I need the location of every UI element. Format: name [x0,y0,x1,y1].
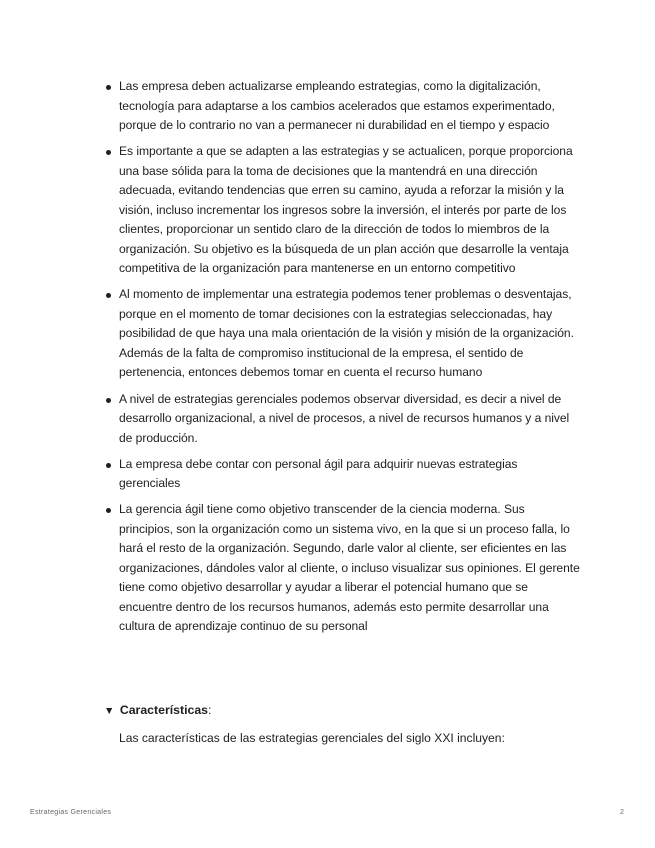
list-item [104,77,580,136]
list-item-text: La empresa debe contar con personal ágil para adquirir nuevas estrategias gerenciales [119,456,518,491]
list-item [104,500,580,637]
section-heading-caracteristicas[interactable] [104,701,211,722]
list-item [104,285,580,383]
collapse-triangle-icon[interactable]: ▼ [104,705,115,717]
list-item [104,390,580,449]
list-item [104,142,580,279]
list-item-text: Al momento de implementar una estrategia podemos tener problemas o desventajas, porque en el momento de tomar decisiones con la estrategias seleccionadas, hay posibilidad de que haya una mala orientación de la visión y misión de la organización. Además de la falta de compromiso institucional de la empresa, el sentido de pertenencia, entonces debemos tomar en cuenta el recurso humano [119,287,574,380]
list-item [104,455,580,494]
section-colon: : [208,703,212,717]
footer-page-number: 2 [620,809,624,816]
bullet-dot-icon [106,85,111,90]
section-body-text: Las características de las estrategias gerenciales del siglo XXI incluyen: [119,731,505,745]
section-title: Características [119,703,209,717]
list-item-text: Las empresa deben actualizarse empleando estrategias, como la digitalización, tecnología para adaptarse a los cambios acelerados que estamos experimentado, porque de lo contrario no van a permanecer ni durabilidad en el tiempo y espacio [119,79,555,132]
list-item-text: A nivel de estrategias gerenciales podemos observar diversidad, es decir a nivel de desarrollo organizacional, a nivel de procesos, a nivel de recursos humanos y a nivel de producción. [119,391,570,445]
list-item-text: La gerencia ágil tiene como objetivo transcender de la ciencia moderna. Sus principios, son la organización como un sistema vivo, en la que si un proceso falla, lo hará el resto de la organización. Segundo, darle valor al cliente, ser eficientes en las organizaciones, dándoles valor al cliente, o incluso visualizar sus opiniones. El gerente tiene como objetivo desarrollar y ayudar a liberar el potencial humano que se encuentre dentro de los recursos humanos, además esto permite desarrollar una cultura de aprendizaje continuo de su personal [119,502,580,634]
bullet-dot-icon [106,293,111,298]
bullet-dot-icon [106,463,111,468]
bullet-list [104,77,580,644]
footer-document-title: Estrategias Gerenciales [30,809,112,816]
list-item-text: Es importante a que se adapten a las estrategias y se actualicen, porque proporciona una base sólida para la toma de decisiones que la mantendrá en una dirección adecuada, evitando tendencias que erren su camino, ayuda a reforzar la misión y la visión, incluso incrementar los ingresos sobre la inversión, el interés por parte de los clientes, proporcionar un sentido claro de la dirección de todos lo miembros de la organización. Su objetivo es la búsqueda de un plan acción que desarrolle la ventaja competitiva de la organización para mantenerse en un entorno competitivo [119,144,573,276]
bullet-dot-icon [106,150,111,155]
bullet-dot-icon [106,508,111,513]
bullet-dot-icon [106,398,111,403]
